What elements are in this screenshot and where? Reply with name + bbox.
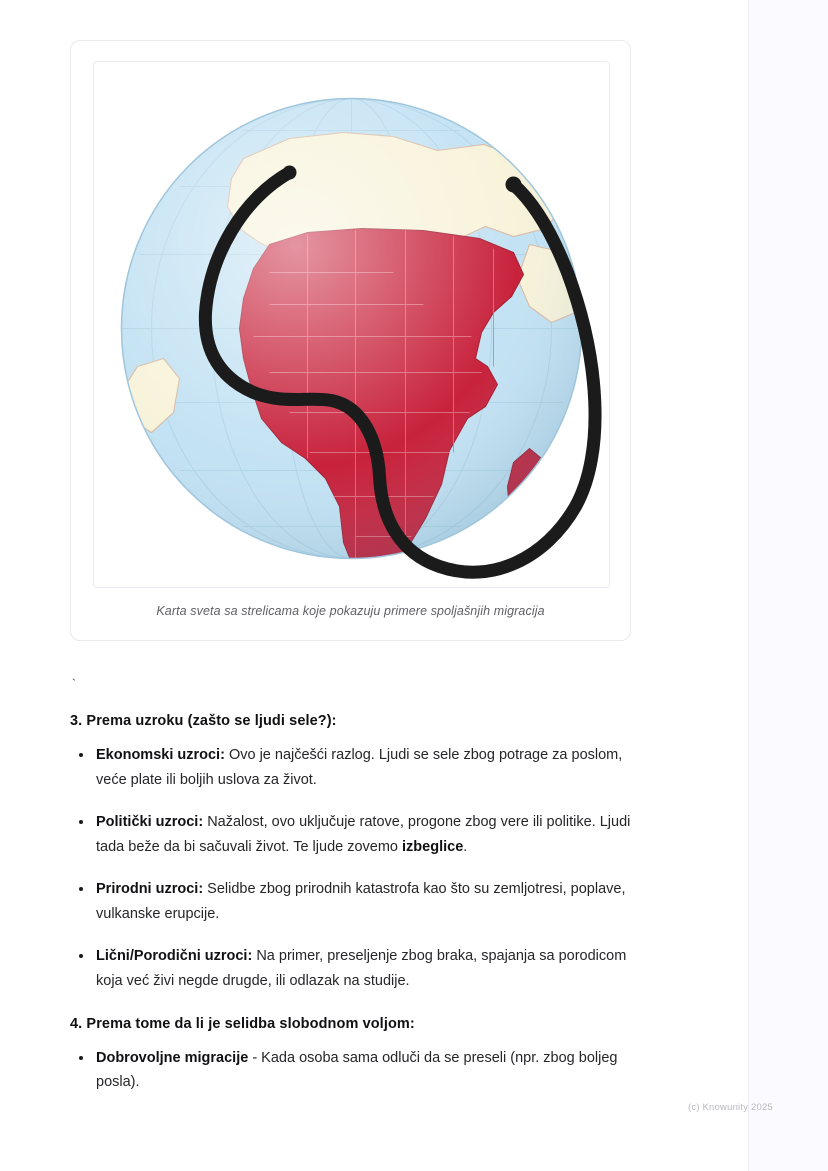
list-item-lead: Dobrovoljne migracije: [96, 1049, 249, 1066]
stray-backtick: `: [70, 677, 78, 692]
list-item-tail: .: [463, 838, 468, 855]
list-item: [70, 877, 635, 927]
list-item-emphasis: izbeglice: [402, 838, 464, 855]
copyright-footer: (c) Knowunity 2025: [688, 1102, 773, 1113]
list-item-lead: Lični/Porodični uzroci:: [96, 947, 253, 964]
list-item: [70, 1046, 635, 1096]
figure-caption: Karta sveta sa strelicama koje pokazuju primere spoljašnjih migracija: [156, 604, 545, 618]
list-item-text: Nažalost, ovo uključuje ratove, progone zbog vere ili politike. Ljudi tada beže da bi sačuvali život. Te ljude zovemo: [96, 813, 631, 855]
section-heading-4: 4. Prema tome da li je selidba slobodnom voljom:: [70, 1015, 415, 1032]
list-item: [70, 743, 635, 793]
world-map-globe-africa-highlighted: [93, 66, 610, 583]
bullet-list-3: [70, 743, 635, 994]
list-item-text: Ovo je najčešći razlog. Ljudi se sele zbog potrage za poslom, veće plate ili boljih uslova za život.: [96, 747, 623, 788]
list-item-lead: Prirodni uzroci:: [96, 880, 204, 897]
figure-image-frame: [93, 61, 610, 588]
section-heading-3: 3. Prema uzroku (zašto se ljudi sele?):: [70, 713, 337, 729]
list-item-lead: Politički uzroci:: [96, 813, 204, 830]
document-content: [70, 40, 635, 1112]
figure-card: [70, 40, 631, 641]
list-item-text: Selidbe zbog prirodnih katastrofa kao što su zemljotresi, poplave, vulkanske erupcije.: [96, 880, 626, 922]
list-item: [70, 810, 635, 860]
bullet-list-4: [70, 1046, 635, 1096]
list-item-text: - Kada osoba sama odluči da se preseli (npr. zbog boljeg posla).: [96, 1049, 618, 1091]
list-item: [70, 944, 635, 994]
page-right-margin-band: [748, 0, 828, 1171]
list-item-lead: Ekonomski uzroci:: [96, 747, 225, 763]
list-item-text: Na primer, preseljenje zbog braka, spajanja sa porodicom koja već živi negde drugde, ili odlazak na studije.: [96, 947, 627, 989]
